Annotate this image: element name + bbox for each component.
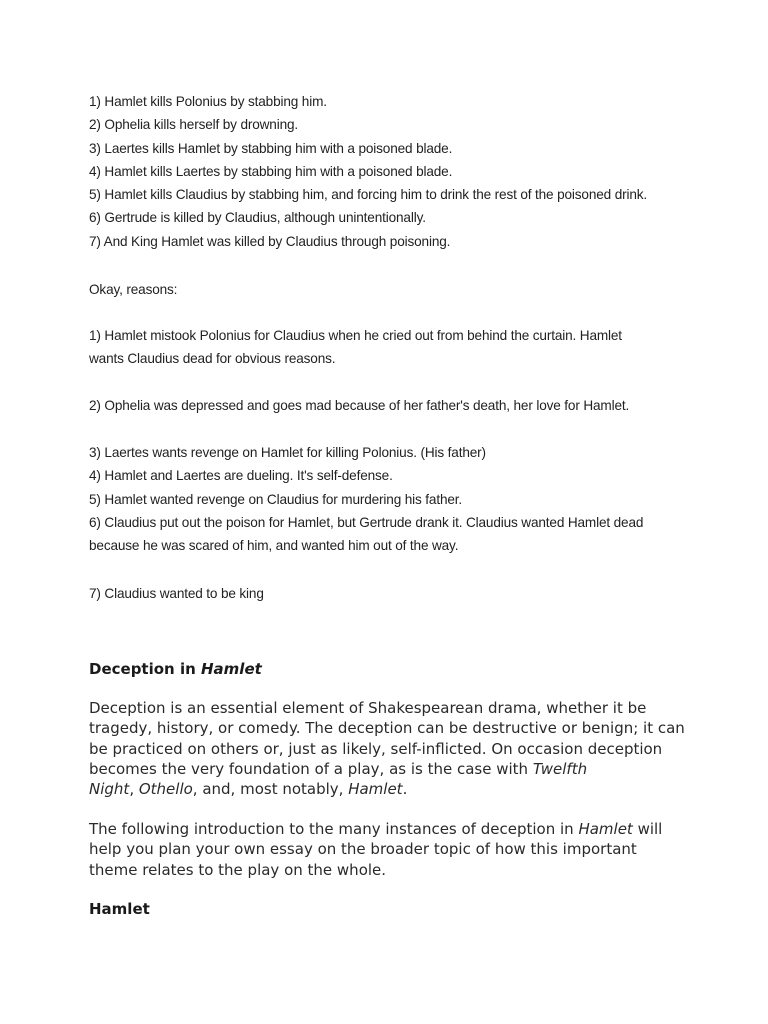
italic-title: Twelfth: [532, 759, 588, 778]
text-run: will: [632, 820, 663, 838]
reason-line: 3) Laertes wants revenge on Hamlet for killing Polonius. (His father): [89, 445, 486, 460]
text-run: , and, most notably,: [192, 780, 349, 799]
list-item: 6) Gertrude is killed by Claudius, although unintentionally.: [89, 210, 426, 226]
reason-line: 6) Claudius put out the poison for Hamlet, but Gertrude drank it. Claudius wanted Hamlet dead: [89, 514, 644, 530]
text-run: The following introduction to the many instances of deception in: [89, 820, 579, 838]
reason-line: 5) Hamlet wanted revenge on Claudius for murdering his father.: [89, 491, 463, 507]
italic-title: Hamlet: [348, 780, 403, 799]
paragraph-line: Deception is an essential element of Shakespearean drama, whether it be: [89, 699, 647, 717]
list-item: 3) Laertes kills Hamlet by stabbing him with a poisoned blade.: [89, 140, 453, 156]
reasons-3-to-6: [89, 441, 643, 557]
reason-line: because he was scared of him, and wanted him out of the way.: [89, 538, 459, 554]
intro-paragraph: [89, 698, 685, 799]
deaths-list: [89, 90, 647, 253]
reason-1: [89, 324, 622, 371]
reason-line: 4) Hamlet and Laertes are dueling. It's self-defense.: [89, 468, 393, 484]
paragraph-line: theme relates to the play on the whole.: [89, 860, 387, 879]
paragraph-line: tragedy, history, or comedy. The deception can be destructive or benign; it can: [89, 719, 685, 738]
list-item: 4) Hamlet kills Laertes by stabbing him with a poisoned blade.: [89, 163, 453, 179]
heading-title: Hamlet: [201, 660, 262, 678]
reason-line: wants Claudius dead for obvious reasons.: [89, 351, 336, 367]
section-heading: [89, 660, 262, 678]
paragraph-line: [89, 819, 679, 839]
reason-2: [89, 394, 629, 417]
reason-line: 7) Claudius wanted to be king: [89, 586, 264, 601]
reason-line: 1) Hamlet mistook Polonius for Claudius when he cried out from behind the curtain. Hamlet: [89, 328, 622, 343]
list-item: 1) Hamlet kills Polonius by stabbing him.: [89, 94, 327, 109]
text-run: becomes the very foundation of a play, as is the case with: [89, 759, 533, 778]
paragraph-line: [89, 759, 679, 779]
italic-title: Othello: [138, 780, 193, 799]
paragraph-line: be practiced on others or, just as likely, self-inflicted. On occasion deception: [89, 739, 663, 758]
italic-title: Hamlet: [578, 820, 633, 838]
text-run: .: [402, 780, 408, 799]
reason-line: 2) Ophelia was depressed and goes mad because of her father's death, her love for Hamlet.: [89, 398, 630, 413]
text-run: ,: [129, 780, 139, 799]
reasons-intro: [89, 278, 177, 301]
reasons-intro-text: Okay, reasons:: [89, 282, 178, 297]
subheading: Hamlet: [89, 900, 150, 918]
paragraph-line: [89, 779, 679, 799]
italic-title: Night: [89, 780, 130, 799]
paragraph-line: help you plan your own essay on the broader topic of how this important: [89, 840, 637, 859]
list-item: 5) Hamlet kills Claudius by stabbing him, and forcing him to drink the rest of the poisoned drink.: [89, 187, 648, 203]
guide-paragraph: [89, 819, 679, 880]
list-item: 7) And King Hamlet was killed by Claudius through poisoning.: [89, 233, 451, 249]
list-item: 2) Ophelia kills herself by drowning.: [89, 117, 299, 133]
reason-7: [89, 582, 264, 605]
heading-prefix: Deception in: [89, 660, 201, 678]
